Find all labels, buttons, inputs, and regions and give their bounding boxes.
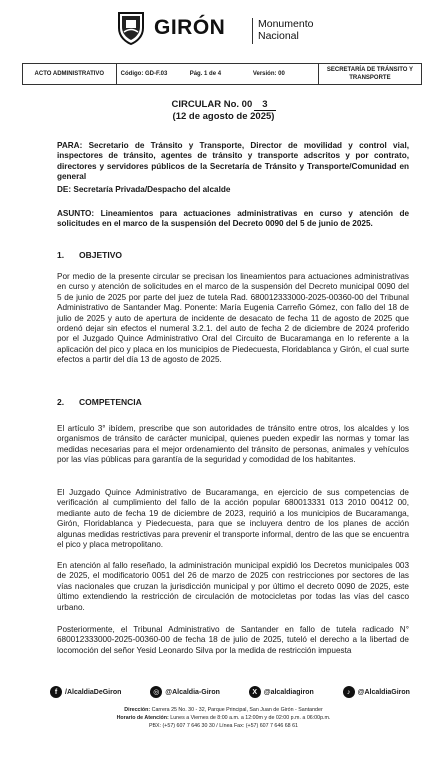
meta-version: Versión: 00 [249,64,319,84]
section-2-paragraph-4: Posteriormente, el Tribunal Administrativo de Santander en fallo de tutela radicado N° 680012333000-2025-00360-00 de fecha 18 de julio de 2025, tuteló el derecho a la libertad de locomoción del señor Yesid Leonardo Silva por la medida de restricción impuesta [57,625,409,655]
x-icon: X [249,686,261,698]
section-2-number: 2. [57,397,65,407]
meta-code: Código: GD-F.03 [120,71,168,77]
hours-text: Lunes a Viernes de 8:00 a.m. a 12:00m y de 02:00 p.m. a 06:00p.m. [168,715,331,721]
phone-line: PBX: (+57) 607 7 646 30 30 / Línea Fax: (+57) 607 7 646 68 61 [148,723,298,729]
instagram-link[interactable] [150,686,220,698]
meta-doc-type: ACTO ADMINISTRATIVO [23,64,117,84]
meta-page: Pág. 1 de 4 [189,71,222,77]
section-2-heading [57,397,142,407]
section-1-number: 1. [57,250,65,260]
circular-title [0,99,447,122]
address-label: Dirección: [124,707,151,713]
section-2-paragraph-2: El Juzgado Quince Administrativo de Bucaramanga, en ejercicio de sus competencias de verificación al cumplimiento del fallo de la acción popular 680013331 013 2010 00412 00, mediante auto de fecha 19 de diciembre de 2023, requirió a los municipios de Bucaramanga, Girón, Floridablanca y Piedecuesta, para que se incluyera dentro de los planes de acción algunas medidas restrictivas para prevenir el transporte informal, dentro de las que se encuentra el pico y placa metropolitano. [57,488,409,550]
subtitle-line-2: Nacional [258,30,299,42]
section-1-heading [57,250,122,260]
section-1-text: Por medio de la presente circular se precisan los lineamientos para actuaciones administrativas en curso y atención de solicitudes en el marco de la suspensión del Decreto municipal 0090 del 5 de junio de 2025 por parte del juez de tutela Rad. 680012333000-2025-00360-00 del Tribunal Administrativo de Santander Mag. Ponente: María Eugenia Carreño Gómez, con fallo del 18 de julio de 2025 y auto de apertura de incidente de desacato de fecha 11 de agosto de 2025 que ordenó dejar sin efectos el numeral 3.2.1. del auto de fecha 2 de diciembre de 2024 proferido por el Juzgado Quince Administrativo Oral del Circuito de Bucaramanga en lo referente a la aplicación del pico y placa en los municipios de Piedecuesta, Floridablanca y Girón, el cual surte efectos a partir del día 13 de agosto de 2025. [57,272,409,365]
tiktok-handle: @AlcaldiaGiron [357,688,410,696]
instagram-handle: @Alcaldia-Giron [165,688,220,696]
asunto-text: Lineamientos para actuaciones administrativas en curso y atención de solicitudes en el marco de la suspensión del Decreto 0090 del 5 de junio de 2025. [57,209,409,229]
de-label: DE: [57,185,72,194]
footer-address [0,706,447,730]
address-text: Carrera 25 No. 30 - 32, Parque Principal, San Juan de Girón - Santander [150,707,323,713]
circular-date: (12 de agosto de 2025) [172,111,275,122]
tiktok-icon: ♪ [343,686,355,698]
coat-of-arms-icon [116,10,146,46]
meta-office-line-2: TRANSPORTE [349,75,391,81]
de-block [57,185,409,195]
para-label: PARA: [57,141,83,150]
section-2-title: COMPETENCIA [79,397,142,407]
section-2-paragraph-1: El artículo 3° ibídem, prescribe que son autoridades de tránsito entre otros, los alcaldes y los organismos de tránsito de carácter municipal, quienes pueden expedir las normas y tomar las medidas necesarias para el mejor ordenamiento del tránsito de personas, animales y vehículos por las vías públicas para garantía de la seguridad y comodidad de los habitantes. [57,424,409,465]
circular-label: CIRCULAR No. 00 [171,99,253,110]
instagram-icon: ◎ [150,686,162,698]
giron-logo [116,10,225,46]
x-handle: @alcaldiagiron [263,688,314,696]
logo-divider [252,18,253,44]
social-links [50,686,410,698]
hours-label: Horario de Atención: [116,715,169,721]
letterhead [0,8,447,52]
asunto-block [57,209,409,230]
document-meta-table [22,63,422,85]
logo-subtitle [258,18,313,42]
meta-office [319,66,421,82]
section-1-title: OBJETIVO [79,250,122,260]
address-line [0,706,447,714]
para-block [57,141,409,183]
hours-line [0,714,447,722]
de-text: Secretaría Privada/Despacho del alcalde [71,185,231,194]
x-link[interactable] [249,686,314,698]
logo-text: GIRÓN [154,16,226,39]
tiktok-link[interactable] [343,686,410,698]
para-text: Secretario de Tránsito y Transporte, Director de movilidad y control vial, inspectores de tránsito, agentes de tránsito y transporte adscritos y por contrato, directores y servidores públicos de la Secretaría de Tránsito y Transporte/Comunidad en general [57,141,409,182]
section-2-paragraph-3: En atención al fallo reseñado, la administración municipal expidió los Decretos municipales 003 de 2025, el modificatorio 0051 del 26 de marzo de 2025 con restricciones por sectores de las vías nacionales que cruzan la jurisdicción municipal y por último el decreto 0090 de 2025, este último extendiendo la restricción de circulación de motocicletas por todas las vías del casco urbano. [57,561,409,612]
asunto-label: ASUNTO: [57,209,95,218]
circular-number: 3 [254,99,275,111]
meta-office-line-1: SECRETARÍA DE TRÁNSITO Y [326,67,413,73]
facebook-handle: /AlcaldiaDeGiron [65,688,122,696]
facebook-icon: f [50,686,62,698]
subtitle-line-1: Monumento [258,18,314,30]
facebook-link[interactable] [50,686,121,698]
